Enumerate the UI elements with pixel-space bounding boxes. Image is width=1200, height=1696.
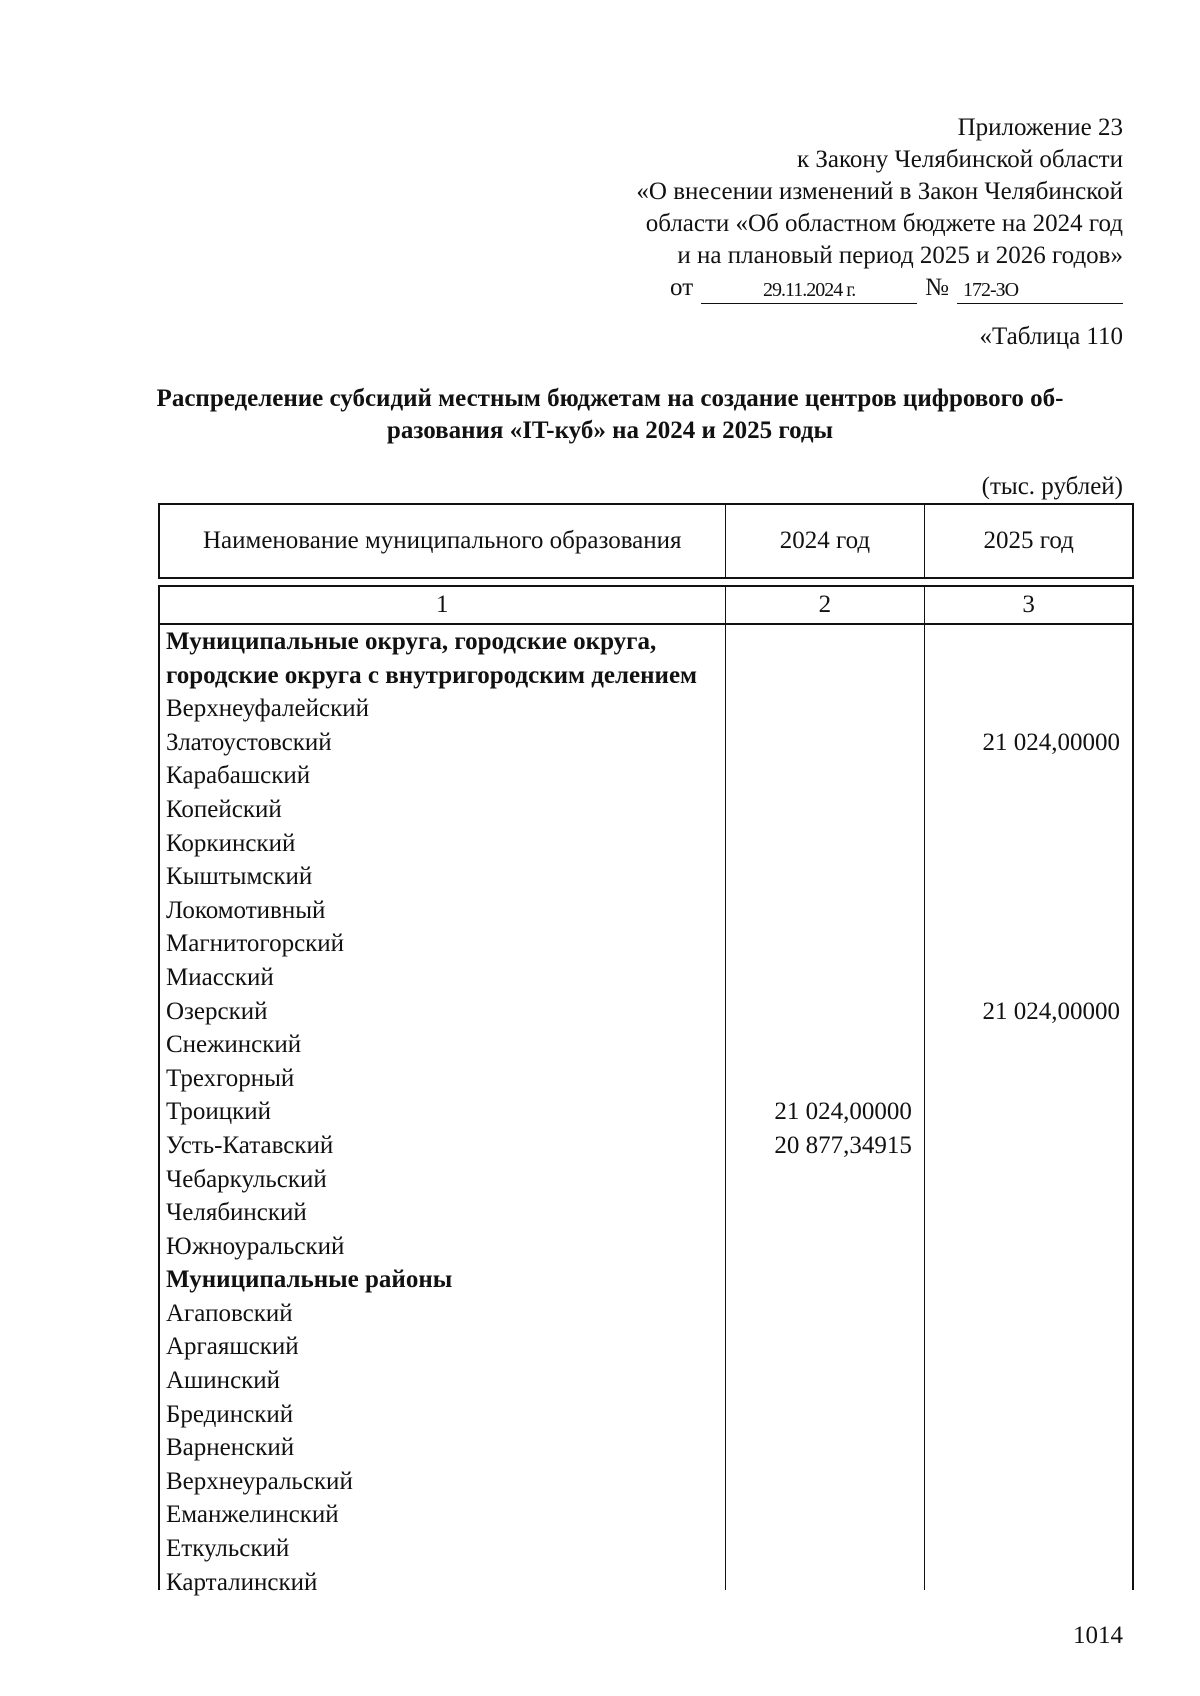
header-line: к Закону Челябинской области — [797, 146, 1123, 173]
value-2025 — [925, 961, 1132, 995]
municipality-column — [160, 625, 726, 1596]
table-body — [158, 625, 1134, 1596]
municipality-name: Карталинский — [166, 1568, 318, 1596]
value-2025 — [925, 659, 1132, 693]
value-2024 — [726, 995, 924, 1029]
value-2025: 21 024,00000 — [982, 997, 1120, 1025]
value-2024 — [726, 1398, 924, 1432]
municipality-name: Южноуральский — [166, 1232, 345, 1260]
header-2025: 2025 год — [983, 527, 1074, 554]
law-number: 172-ЗО — [957, 277, 1123, 304]
document-title — [150, 383, 1070, 447]
value-2024: 21 024,00000 — [774, 1098, 912, 1126]
appendix-header — [636, 112, 1123, 304]
municipality-name: Миасский — [166, 963, 274, 991]
value-2024 — [726, 961, 924, 995]
municipality-name: Брединский — [166, 1400, 294, 1428]
value-2025 — [925, 1062, 1132, 1096]
table-reference: «Таблица 110 — [979, 323, 1123, 350]
value-2025 — [925, 1095, 1132, 1129]
value-2024 — [726, 1297, 924, 1331]
municipality-name: Варненский — [166, 1434, 295, 1462]
municipality-name: Усть-Катавский — [166, 1131, 334, 1159]
value-2024 — [726, 1196, 924, 1230]
header-line: «О внесении изменений в Закон Челябинской — [636, 178, 1123, 205]
value-2025 — [925, 1330, 1132, 1364]
title-line-1: Распределение субсидий местным бюджетам на создание центров цифрового об- — [156, 385, 1064, 412]
value-2025 — [925, 759, 1132, 793]
value-2025 — [925, 625, 1132, 659]
value-2025 — [925, 860, 1132, 894]
municipality-name: Чебаркульский — [166, 1165, 327, 1193]
value-2025 — [925, 1431, 1132, 1465]
municipality-name: Агаповский — [166, 1299, 293, 1327]
value-2025 — [925, 1532, 1132, 1566]
page-number: 1014 — [1073, 1622, 1123, 1649]
municipality-name: Озерский — [166, 997, 268, 1025]
value-2024 — [726, 1163, 924, 1197]
value-2024 — [726, 625, 924, 659]
column-number-3: 3 — [1022, 591, 1035, 618]
value-2025 — [925, 1498, 1132, 1532]
municipality-name: Челябинский — [166, 1199, 307, 1227]
appendix-title: Приложение 23 — [957, 114, 1123, 141]
date-number-line — [636, 272, 1123, 304]
value-2024 — [726, 927, 924, 961]
value-2025 — [925, 692, 1132, 726]
value-2025 — [925, 827, 1132, 861]
value-2025 — [925, 894, 1132, 928]
value-2024 — [726, 827, 924, 861]
municipality-name: Магнитогорский — [166, 930, 345, 958]
value-2024 — [726, 1230, 924, 1264]
value-2024 — [726, 860, 924, 894]
municipality-name: Верхнеуральский — [166, 1467, 353, 1495]
value-2024 — [726, 1532, 924, 1566]
value-2025 — [925, 1230, 1132, 1264]
values-2024-column — [726, 625, 925, 1590]
municipality-name: Ашинский — [166, 1367, 281, 1395]
municipality-name: Аргаяшский — [166, 1333, 299, 1361]
value-2024 — [726, 1364, 924, 1398]
value-2024 — [726, 1465, 924, 1499]
value-2024: 20 877,34915 — [774, 1131, 912, 1159]
value-2024 — [726, 692, 924, 726]
value-2025 — [925, 1398, 1132, 1432]
section-heading: Муниципальные районы — [166, 1266, 453, 1294]
value-2024 — [726, 1062, 924, 1096]
value-2025 — [925, 1465, 1132, 1499]
values-2025-column — [925, 625, 1132, 1590]
subsidy-table — [158, 503, 1134, 1596]
municipality-name: Локомотивный — [166, 896, 326, 924]
value-2025 — [925, 1163, 1132, 1197]
value-2024 — [726, 1330, 924, 1364]
date-prefix: от — [670, 274, 694, 301]
municipality-name: Карабашский — [166, 762, 311, 790]
value-2025 — [925, 1028, 1132, 1062]
value-2024 — [726, 793, 924, 827]
column-number-row — [158, 585, 1134, 625]
value-2025 — [925, 927, 1132, 961]
table-header-row — [158, 503, 1134, 579]
title-line-2: разования «IT-куб» на 2024 и 2025 годы — [386, 417, 834, 444]
municipality-name: Трехгорный — [166, 1064, 295, 1092]
municipality-name: Коркинский — [166, 829, 296, 857]
units-label: (тыс. рублей) — [981, 473, 1123, 500]
value-2025 — [925, 1364, 1132, 1398]
header-municipality: Наименование муниципального образования — [160, 505, 726, 577]
header-2024: 2024 год — [726, 505, 926, 577]
value-2025 — [925, 1566, 1132, 1600]
section-heading: Муниципальные округа, городские округа, — [166, 628, 657, 655]
value-2025 — [925, 793, 1132, 827]
column-number-1: 1 — [160, 587, 726, 623]
municipality-name: Копейский — [166, 795, 282, 823]
municipality-name: Троицкий — [166, 1098, 271, 1126]
value-2025: 21 024,00000 — [982, 728, 1120, 756]
value-2025 — [925, 1263, 1132, 1297]
municipality-name: Златоустовский — [166, 728, 332, 756]
value-2024 — [726, 659, 924, 693]
municipality-name: Верхнеуфалейский — [166, 695, 369, 723]
value-2024 — [726, 1431, 924, 1465]
municipality-name: Еманжелинский — [166, 1501, 339, 1529]
municipality-name: Снежинский — [166, 1031, 302, 1059]
municipality-name: Кыштымский — [166, 863, 313, 891]
section-heading: городские округа с внутригородским делением — [166, 661, 698, 689]
column-number-2: 2 — [726, 587, 926, 623]
value-2024 — [726, 1566, 924, 1600]
value-2024 — [726, 1498, 924, 1532]
number-prefix: № — [925, 274, 949, 301]
value-2025 — [925, 1196, 1132, 1230]
value-2025 — [925, 1297, 1132, 1331]
law-date: 29.11.2024 г. — [701, 277, 917, 304]
value-2024 — [726, 1263, 924, 1297]
municipality-name: Еткульский — [166, 1535, 290, 1563]
header-line: области «Об областном бюджете на 2024 год — [645, 210, 1123, 237]
value-2024 — [726, 894, 924, 928]
header-line: и на плановый период 2025 и 2026 годов» — [677, 242, 1123, 269]
value-2024 — [726, 759, 924, 793]
value-2025 — [925, 1129, 1132, 1163]
value-2024 — [726, 1028, 924, 1062]
value-2024 — [726, 726, 924, 760]
